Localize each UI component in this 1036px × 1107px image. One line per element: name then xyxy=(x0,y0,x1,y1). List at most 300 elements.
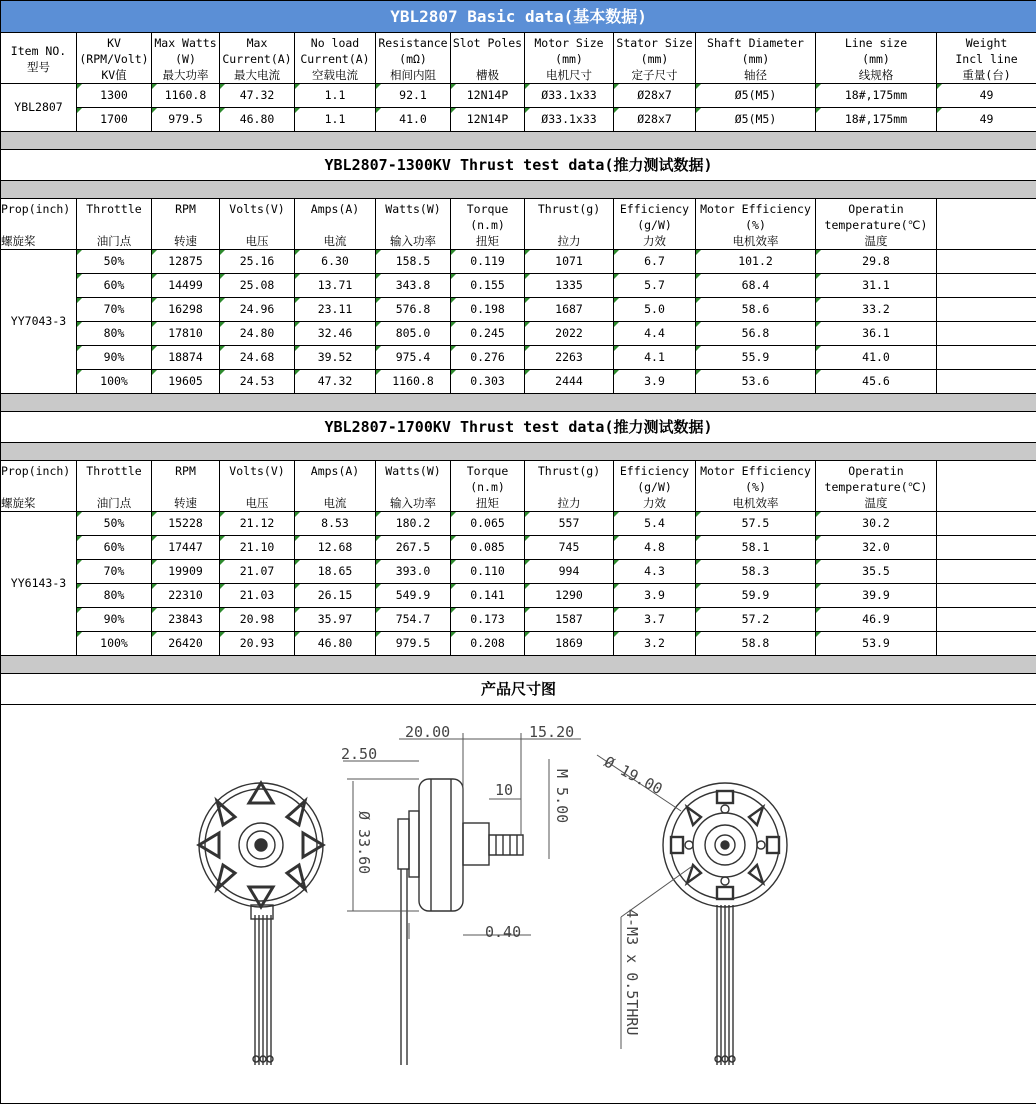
basic-cell: 1700 xyxy=(77,108,152,132)
header-line: 电机效率 xyxy=(696,495,815,511)
basic-cell: 1.1 xyxy=(295,84,376,108)
header-line: Torque xyxy=(451,463,524,479)
thrust-cell: 58.6 xyxy=(696,298,816,322)
thrust-cell: 17447 xyxy=(152,536,220,560)
basic-header-cell xyxy=(451,33,525,84)
header-line: Current(A) xyxy=(295,51,375,67)
header-line: 最大电流 xyxy=(220,67,294,83)
header-line xyxy=(1,217,76,233)
empty-cell xyxy=(937,199,1036,250)
header-line: (%) xyxy=(696,479,815,495)
basic-cell: 979.5 xyxy=(152,108,220,132)
header-line xyxy=(77,479,151,495)
thrust-cell: 68.4 xyxy=(696,274,816,298)
thrust-cell: 975.4 xyxy=(376,346,451,370)
thrust-header-cell xyxy=(816,199,937,250)
table-row xyxy=(1,370,1036,394)
thrust-cell: 805.0 xyxy=(376,322,451,346)
header-line: (g/W) xyxy=(614,479,695,495)
header-line: 线规格 xyxy=(816,67,936,83)
thrust-cell: 21.03 xyxy=(220,584,295,608)
header-line: 定子尺寸 xyxy=(614,67,695,83)
dimension-drawing xyxy=(0,699,1036,1104)
header-line: 相间内阻 xyxy=(376,67,450,83)
header-line: 空载电流 xyxy=(295,67,375,83)
header-line: (n.m) xyxy=(451,479,524,495)
empty-cell xyxy=(937,461,1036,512)
header-line: 油门点 xyxy=(77,495,151,511)
dim-dia-33-60: Ø 33.60 xyxy=(355,811,373,874)
thrust-cell: 0.110 xyxy=(451,560,525,584)
thrust-cell: 80% xyxy=(77,322,152,346)
thrust-cell: 12.68 xyxy=(295,536,376,560)
thrust-cell: 50% xyxy=(77,250,152,274)
basic-cell: 1.1 xyxy=(295,108,376,132)
header-line: 槽极 xyxy=(451,67,524,83)
header-line xyxy=(525,217,613,233)
header-line: 扭矩 xyxy=(451,495,524,511)
header-line: 电机效率 xyxy=(696,233,815,249)
header-line: Throttle xyxy=(77,463,151,479)
thrust-cell: 24.80 xyxy=(220,322,295,346)
thrust-cell: 30.2 xyxy=(816,512,937,536)
test-1700kv-title: YBL2807-1700KV Thrust test data(推力测试数据) xyxy=(1,412,1036,443)
header-line: Torque xyxy=(451,201,524,217)
basic-cell: Ø33.1x33 xyxy=(525,84,614,108)
header-line: (RPM/Volt) xyxy=(77,51,151,67)
header-line: (g/W) xyxy=(614,217,695,233)
table-row xyxy=(1,394,1036,412)
header-line: 型号 xyxy=(1,59,76,75)
thrust-cell: 90% xyxy=(77,608,152,632)
thrust-header-cell xyxy=(525,461,614,512)
header-line xyxy=(152,217,219,233)
table-row xyxy=(1,1,1036,33)
basic-header-cell xyxy=(614,33,696,84)
thrust-cell: 58.8 xyxy=(696,632,816,656)
thrust-cell: 12875 xyxy=(152,250,220,274)
thrust-header-cell xyxy=(152,461,220,512)
header-line: 输入功率 xyxy=(376,495,450,511)
table-row xyxy=(1,33,1036,84)
thrust-cell: 5.4 xyxy=(614,512,696,536)
basic-header-cell xyxy=(696,33,816,84)
basic-header-cell xyxy=(220,33,295,84)
thrust-cell: 0.173 xyxy=(451,608,525,632)
thrust-cell: 2263 xyxy=(525,346,614,370)
thrust-cell: 26420 xyxy=(152,632,220,656)
thrust-cell: 754.7 xyxy=(376,608,451,632)
table-row xyxy=(1,150,1036,181)
thrust-cell: 0.155 xyxy=(451,274,525,298)
thrust-cell: 0.198 xyxy=(451,298,525,322)
thrust-cell: 26.15 xyxy=(295,584,376,608)
thrust-cell: 70% xyxy=(77,560,152,584)
thrust-cell: 18.65 xyxy=(295,560,376,584)
thrust-header-cell xyxy=(696,199,816,250)
header-line: No load xyxy=(295,35,375,51)
thrust-cell: 24.68 xyxy=(220,346,295,370)
header-line: Motor Size xyxy=(525,35,613,51)
header-line xyxy=(295,217,375,233)
thrust-cell: 4.3 xyxy=(614,560,696,584)
header-line: (%) xyxy=(696,217,815,233)
thrust-header-cell xyxy=(220,461,295,512)
header-line: RPM xyxy=(152,463,219,479)
thrust-cell: 3.7 xyxy=(614,608,696,632)
thrust-cell: 21.07 xyxy=(220,560,295,584)
motor-front-view xyxy=(199,783,323,1065)
motor-drawing-svg xyxy=(1,699,1036,1103)
header-line: Item NO. xyxy=(1,43,76,59)
thrust-header-cell xyxy=(614,199,696,250)
thrust-cell: 1687 xyxy=(525,298,614,322)
gray-spacer xyxy=(1,656,1036,674)
header-line: 油门点 xyxy=(77,233,151,249)
thrust-header-cell xyxy=(451,199,525,250)
thrust-cell: 745 xyxy=(525,536,614,560)
header-line: (mm) xyxy=(614,51,695,67)
header-line xyxy=(77,217,151,233)
thrust-cell: 1290 xyxy=(525,584,614,608)
empty-cell xyxy=(937,370,1036,394)
thrust-cell: 60% xyxy=(77,274,152,298)
header-line: 力效 xyxy=(614,233,695,249)
thrust-cell: 57.5 xyxy=(696,512,816,536)
thrust-cell: 53.9 xyxy=(816,632,937,656)
table-row xyxy=(1,108,1036,132)
header-line xyxy=(295,479,375,495)
test-1300kv-title: YBL2807-1300KV Thrust test data(推力测试数据) xyxy=(1,150,1036,181)
thrust-cell: 59.9 xyxy=(696,584,816,608)
table-row xyxy=(1,346,1036,370)
header-line: KV xyxy=(77,35,151,51)
thrust-header-cell xyxy=(295,199,376,250)
dim-0-40: 0.40 xyxy=(485,923,521,941)
thrust-cell: 0.208 xyxy=(451,632,525,656)
header-line: Stator Size xyxy=(614,35,695,51)
thrust-cell: 8.53 xyxy=(295,512,376,536)
basic-cell: 46.80 xyxy=(220,108,295,132)
thrust-cell: 576.8 xyxy=(376,298,451,322)
dim-10: 10 xyxy=(495,781,513,799)
thrust-cell: 80% xyxy=(77,584,152,608)
header-line: temperature(℃) xyxy=(816,217,936,233)
thrust-cell: 3.2 xyxy=(614,632,696,656)
thrust-cell: 39.9 xyxy=(816,584,937,608)
header-line xyxy=(152,479,219,495)
basic-header-cell xyxy=(152,33,220,84)
thrust-cell: 180.2 xyxy=(376,512,451,536)
table-row xyxy=(1,84,1036,108)
table-row xyxy=(1,250,1036,274)
thrust-cell: 3.9 xyxy=(614,584,696,608)
gray-spacer xyxy=(1,394,1036,412)
header-line: temperature(℃) xyxy=(816,479,936,495)
header-line xyxy=(525,479,613,495)
empty-cell xyxy=(937,298,1036,322)
table-row xyxy=(1,199,1036,250)
thrust-cell: 0.085 xyxy=(451,536,525,560)
header-line: Prop(inch) xyxy=(1,201,76,217)
dim-20-00: 20.00 xyxy=(405,723,450,741)
header-line: 最大功率 xyxy=(152,67,219,83)
header-line: Operatin xyxy=(816,463,936,479)
thrust-cell: 100% xyxy=(77,632,152,656)
header-line: KV值 xyxy=(77,67,151,83)
header-line: Efficiency xyxy=(614,463,695,479)
thrust-cell: 33.2 xyxy=(816,298,937,322)
basic-cell: 18#,175mm xyxy=(816,84,937,108)
header-line: Slot Poles xyxy=(451,35,524,51)
header-line: 轴径 xyxy=(696,67,815,83)
header-line: Max xyxy=(220,35,294,51)
thrust-cell: 343.8 xyxy=(376,274,451,298)
prop-name: YY6143-3 xyxy=(1,512,77,656)
thrust-cell: 35.97 xyxy=(295,608,376,632)
thrust-header-cell xyxy=(77,199,152,250)
thrust-cell: 70% xyxy=(77,298,152,322)
thrust-cell: 58.1 xyxy=(696,536,816,560)
empty-cell xyxy=(937,250,1036,274)
prop-name: YY7043-3 xyxy=(1,250,77,394)
thrust-cell: 45.6 xyxy=(816,370,937,394)
empty-cell xyxy=(937,322,1036,346)
thrust-cell: 1335 xyxy=(525,274,614,298)
item-number: YBL2807 xyxy=(1,84,77,132)
thrust-cell: 23.11 xyxy=(295,298,376,322)
gray-spacer xyxy=(1,132,1036,150)
thrust-cell: 2444 xyxy=(525,370,614,394)
thrust-cell: 4.1 xyxy=(614,346,696,370)
thrust-header-cell xyxy=(614,461,696,512)
basic-title: YBL2807 Basic data(基本数据) xyxy=(1,1,1036,33)
basic-cell: 12N14P xyxy=(451,108,525,132)
empty-cell xyxy=(937,608,1036,632)
thrust-header-cell xyxy=(376,461,451,512)
header-line: Line size xyxy=(816,35,936,51)
basic-cell: Ø28x7 xyxy=(614,108,696,132)
basic-cell: Ø28x7 xyxy=(614,84,696,108)
header-line: 转速 xyxy=(152,495,219,511)
motor-side-view xyxy=(343,733,581,1065)
thrust-cell: 3.9 xyxy=(614,370,696,394)
header-line: 输入功率 xyxy=(376,233,450,249)
thrust-cell: 6.7 xyxy=(614,250,696,274)
table-row xyxy=(1,322,1036,346)
basic-cell: 1160.8 xyxy=(152,84,220,108)
header-line: Resistance xyxy=(376,35,450,51)
header-line: Thrust(g) xyxy=(525,463,613,479)
header-line: 扭矩 xyxy=(451,233,524,249)
dim-15-20: 15.20 xyxy=(529,723,574,741)
thrust-cell: 24.96 xyxy=(220,298,295,322)
header-line: 电压 xyxy=(220,233,294,249)
table-row xyxy=(1,656,1036,674)
empty-cell xyxy=(937,560,1036,584)
thrust-cell: 55.9 xyxy=(696,346,816,370)
basic-cell: 92.1 xyxy=(376,84,451,108)
dim-2-50: 2.50 xyxy=(341,745,377,763)
basic-cell: 18#,175mm xyxy=(816,108,937,132)
dim-m5: M 5.00 xyxy=(553,769,571,823)
thrust-header-cell xyxy=(1,199,77,250)
thrust-cell: 549.9 xyxy=(376,584,451,608)
thrust-cell: 4.8 xyxy=(614,536,696,560)
thrust-cell: 0.065 xyxy=(451,512,525,536)
basic-header-cell xyxy=(295,33,376,84)
thrust-header-cell xyxy=(816,461,937,512)
header-line: Thrust(g) xyxy=(525,201,613,217)
header-line xyxy=(220,479,294,495)
thrust-cell: 979.5 xyxy=(376,632,451,656)
thrust-cell: 0.303 xyxy=(451,370,525,394)
header-line: Incl line xyxy=(937,51,1036,67)
thrust-cell: 90% xyxy=(77,346,152,370)
empty-cell xyxy=(937,632,1036,656)
thrust-cell: 57.2 xyxy=(696,608,816,632)
header-line: Volts(V) xyxy=(220,463,294,479)
basic-cell: 12N14P xyxy=(451,84,525,108)
thrust-cell: 50% xyxy=(77,512,152,536)
basic-header-cell xyxy=(77,33,152,84)
header-line: Max Watts xyxy=(152,35,219,51)
header-line: Operatin xyxy=(816,201,936,217)
empty-cell xyxy=(937,274,1036,298)
thrust-cell: 19909 xyxy=(152,560,220,584)
header-line xyxy=(376,479,450,495)
dim-hole-spec: 4-M3 x 0.5THRU xyxy=(623,909,641,1035)
table-row xyxy=(1,560,1036,584)
header-line: Amps(A) xyxy=(295,201,375,217)
basic-cell: 47.32 xyxy=(220,84,295,108)
thrust-cell: 32.0 xyxy=(816,536,937,560)
gray-spacer xyxy=(1,443,1036,461)
table-row xyxy=(1,443,1036,461)
thrust-cell: 158.5 xyxy=(376,250,451,274)
thrust-cell: 24.53 xyxy=(220,370,295,394)
basic-cell: 49 xyxy=(937,108,1036,132)
header-line: 电流 xyxy=(295,495,375,511)
table-row xyxy=(1,632,1036,656)
header-line: Current(A) xyxy=(220,51,294,67)
header-line: Watts(W) xyxy=(376,463,450,479)
thrust-header-cell xyxy=(1,461,77,512)
dim-dia-19-00: Ø 19.00 xyxy=(601,753,665,799)
thrust-cell: 29.8 xyxy=(816,250,937,274)
header-line: RPM xyxy=(152,201,219,217)
table-row xyxy=(1,584,1036,608)
header-line: (mm) xyxy=(525,51,613,67)
header-line: 拉力 xyxy=(525,495,613,511)
basic-cell: 49 xyxy=(937,84,1036,108)
thrust-header-cell xyxy=(451,461,525,512)
thrust-cell: 21.12 xyxy=(220,512,295,536)
thrust-cell: 1071 xyxy=(525,250,614,274)
thrust-cell: 58.3 xyxy=(696,560,816,584)
thrust-header-cell xyxy=(525,199,614,250)
header-line: Prop(inch) xyxy=(1,463,76,479)
header-line: Throttle xyxy=(77,201,151,217)
header-line: (mm) xyxy=(696,51,815,67)
table-row xyxy=(1,298,1036,322)
thrust-cell: 47.32 xyxy=(295,370,376,394)
basic-cell: Ø5(M5) xyxy=(696,84,816,108)
thrust-cell: 18874 xyxy=(152,346,220,370)
thrust-cell: 267.5 xyxy=(376,536,451,560)
thrust-cell: 6.30 xyxy=(295,250,376,274)
basic-cell: Ø5(M5) xyxy=(696,108,816,132)
header-line: 重量(台) xyxy=(937,67,1036,83)
header-line: (mΩ) xyxy=(376,51,450,67)
header-line: 拉力 xyxy=(525,233,613,249)
header-line: Shaft Diameter xyxy=(696,35,815,51)
basic-header-cell xyxy=(376,33,451,84)
basic-cell: 41.0 xyxy=(376,108,451,132)
thrust-cell: 100% xyxy=(77,370,152,394)
header-line: 温度 xyxy=(816,233,936,249)
gray-spacer xyxy=(1,181,1036,199)
thrust-header-cell xyxy=(220,199,295,250)
header-line: 电机尺寸 xyxy=(525,67,613,83)
basic-header-cell xyxy=(1,33,77,84)
thrust-cell: 14499 xyxy=(152,274,220,298)
basic-cell: 1300 xyxy=(77,84,152,108)
thrust-cell: 36.1 xyxy=(816,322,937,346)
thrust-header-cell xyxy=(696,461,816,512)
empty-cell xyxy=(937,536,1036,560)
thrust-cell: 5.0 xyxy=(614,298,696,322)
thrust-cell: 56.8 xyxy=(696,322,816,346)
table-row xyxy=(1,536,1036,560)
drawing-title: 产品尺寸图 xyxy=(1,674,1036,705)
basic-header-cell xyxy=(525,33,614,84)
header-line: (n.m) xyxy=(451,217,524,233)
thrust-cell: 46.9 xyxy=(816,608,937,632)
thrust-cell: 994 xyxy=(525,560,614,584)
thrust-cell: 0.276 xyxy=(451,346,525,370)
header-line: Watts(W) xyxy=(376,201,450,217)
empty-cell xyxy=(937,346,1036,370)
header-line: Motor Efficiency xyxy=(696,463,815,479)
thrust-cell: 5.7 xyxy=(614,274,696,298)
header-line: 温度 xyxy=(816,495,936,511)
header-line: Efficiency xyxy=(614,201,695,217)
thrust-cell: 31.1 xyxy=(816,274,937,298)
table-row xyxy=(1,181,1036,199)
thrust-cell: 0.245 xyxy=(451,322,525,346)
thrust-cell: 15228 xyxy=(152,512,220,536)
thrust-cell: 1587 xyxy=(525,608,614,632)
header-line: Weight xyxy=(937,35,1036,51)
thrust-cell: 22310 xyxy=(152,584,220,608)
thrust-cell: 25.08 xyxy=(220,274,295,298)
thrust-header-cell xyxy=(295,461,376,512)
thrust-cell: 19605 xyxy=(152,370,220,394)
table-row xyxy=(1,412,1036,443)
thrust-cell: 1869 xyxy=(525,632,614,656)
thrust-cell: 35.5 xyxy=(816,560,937,584)
header-line: 转速 xyxy=(152,233,219,249)
header-line: 电压 xyxy=(220,495,294,511)
table-row xyxy=(1,512,1036,536)
thrust-cell: 0.119 xyxy=(451,250,525,274)
header-line: (mm) xyxy=(816,51,936,67)
header-line xyxy=(220,217,294,233)
thrust-cell: 13.71 xyxy=(295,274,376,298)
header-line: Volts(V) xyxy=(220,201,294,217)
empty-cell xyxy=(937,584,1036,608)
